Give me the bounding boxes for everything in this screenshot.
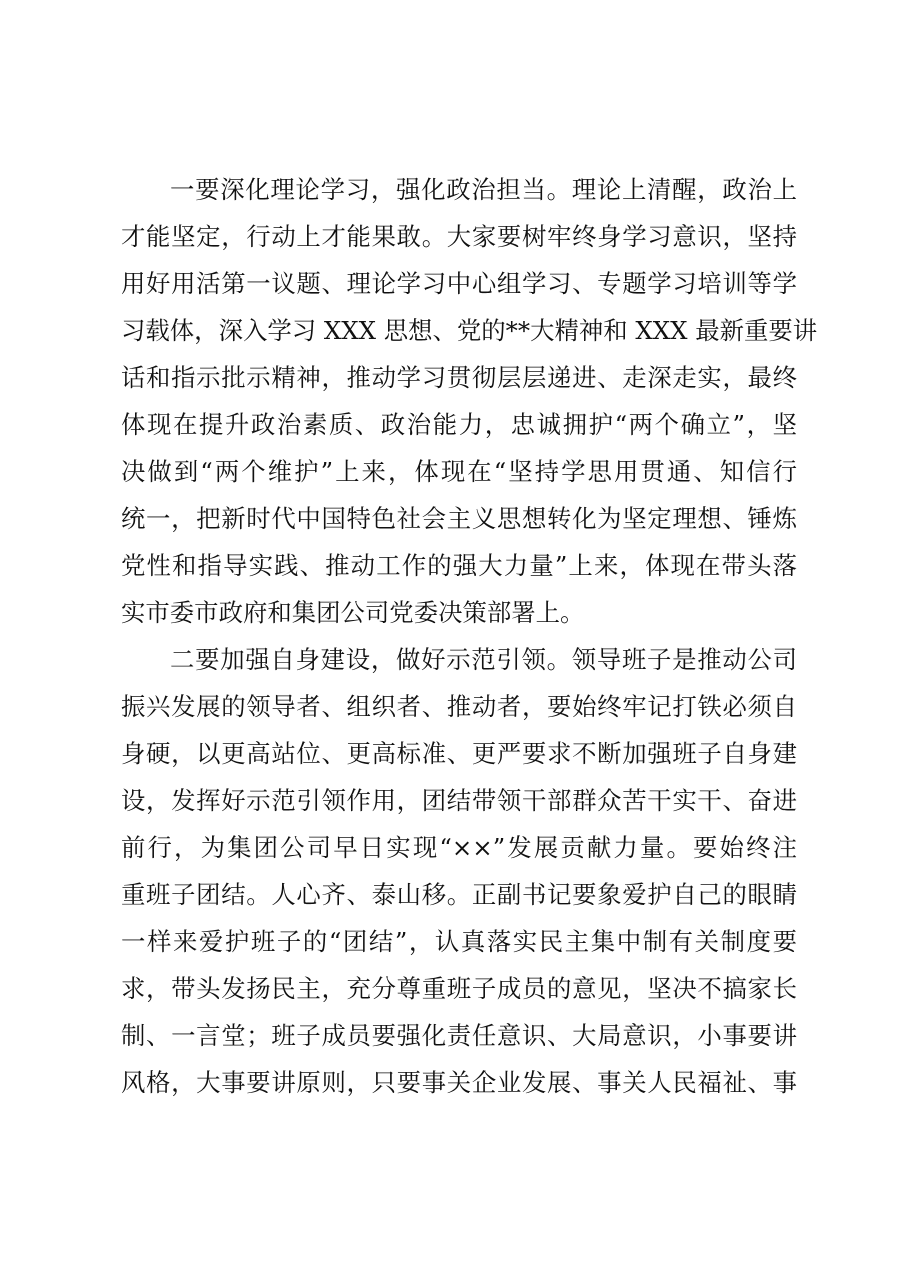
paragraph-2	[121, 636, 797, 1106]
paragraph-line: 一样来爱护班子的“团结”，认真落实民主集中制有关制度要	[121, 927, 797, 956]
paragraph-line: 振兴发展的领导者、组织者、推动者，要始终牢记打铁必须自	[121, 692, 797, 721]
paragraph-line: 党性和指导实践、推动工作的强大力量”上来，体现在带头落	[121, 551, 797, 580]
paragraph-line: 制、一言堂；班子成员要强化责任意识、大局意识，小事要讲	[121, 1021, 797, 1050]
paragraph-line: 风格，大事要讲原则，只要事关企业发展、事关人民福祉、事	[121, 1068, 797, 1097]
paragraph-line: 统一，把新时代中国特色社会主义思想转化为坚定理想、锤炼	[121, 504, 797, 533]
paragraph-line: 重班子团结。人心齐、泰山移。正副书记要象爱护自己的眼睛	[121, 880, 797, 909]
paragraph-line: 设，发挥好示范引领作用，团结带领干部群众苦干实干、奋进	[121, 786, 797, 815]
paragraph-line: 一要深化理论学习，强化政治担当。理论上清醒，政治上	[170, 175, 797, 204]
paragraph-line: 决做到“两个维护”上来，体现在“坚持学思用贯通、知信行	[121, 457, 797, 486]
paragraph-line: 才能坚定，行动上才能果敢。大家要树牢终身学习意识，坚持	[121, 222, 797, 251]
paragraph-line: 习载体，深入学习 XXX 思想、党的**大精神和 XXX 最新重要讲	[121, 316, 818, 345]
paragraph-line: 求，带头发扬民主，充分尊重班子成员的意见，坚决不搞家长	[121, 974, 797, 1003]
paragraph-line: 前行，为集团公司早日实现“××”发展贡献力量。要始终注	[121, 833, 797, 862]
paragraph-1	[121, 166, 818, 636]
document-body	[121, 166, 818, 1106]
paragraph-line: 体现在提升政治素质、政治能力，忠诚拥护“两个确立”，坚	[121, 410, 797, 439]
paragraph-line: 用好用活第一议题、理论学习中心组学习、专题学习培训等学	[121, 269, 797, 298]
paragraph-line: 二要加强自身建设，做好示范引领。领导班子是推动公司	[170, 645, 797, 674]
paragraph-line: 话和指示批示精神，推动学习贯彻层层递进、走深走实，最终	[121, 363, 797, 392]
paragraph-line: 实市委市政府和集团公司党委决策部署上。	[121, 598, 585, 627]
paragraph-line: 身硬，以更高站位、更高标准、更严要求不断加强班子自身建	[121, 739, 797, 768]
